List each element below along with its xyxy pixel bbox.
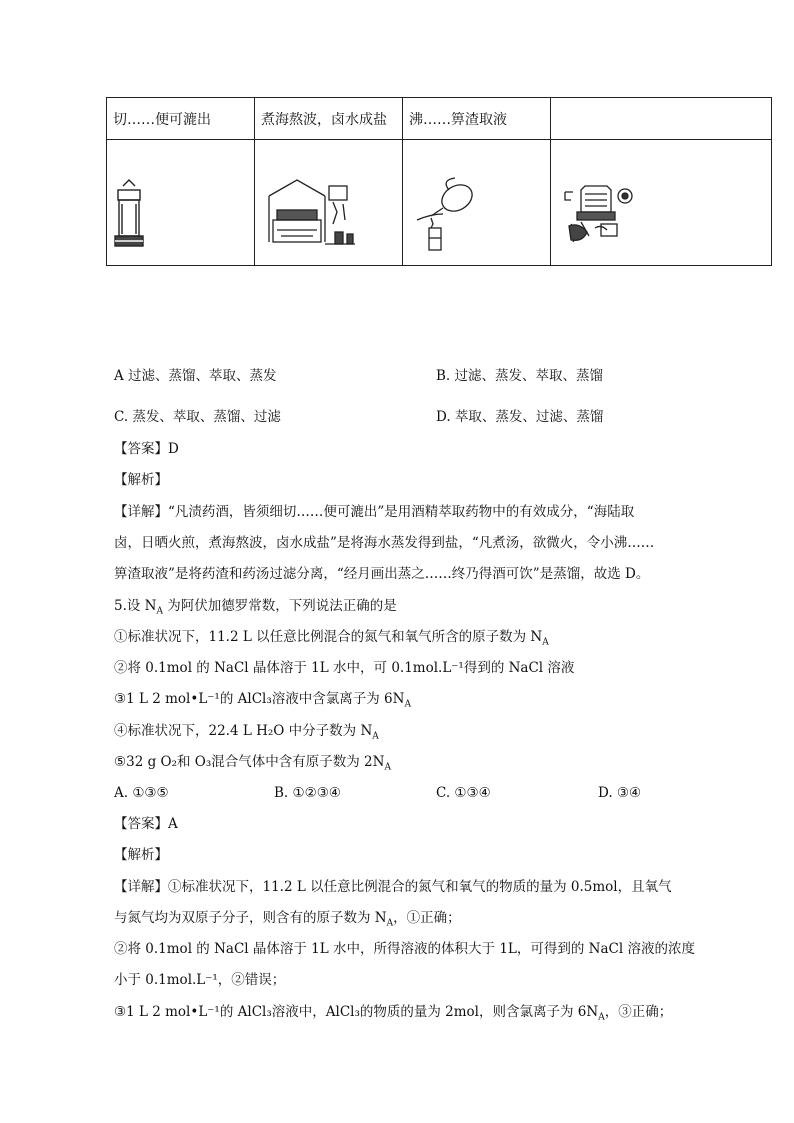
q5-statement-4: ④标准状况下，22.4 L H₂O 中分子数为 $N_A$ (114, 723, 379, 742)
pouring-filter-illustration (403, 140, 551, 265)
q5-detail-line: ②将 0.1mol 的 NaCl 晶体溶于 1L 水中，所得溶液的体积大于 1L，可得到的 NaCl 溶液的浓度 (114, 941, 695, 957)
q5-detail-line: ③1 L 2 mol•L⁻¹的 AlCl₃溶液中，AlCl₃的物质的量为 2mol，则含氯离子为 $6N_A$，③正确； (114, 1004, 673, 1023)
figure-table (106, 97, 772, 266)
table-image-cell (403, 140, 551, 266)
q5-option-a: A. ①③⑤ (114, 785, 169, 801)
q5-statement-2: ②将 0.1mol 的 NaCl 晶体溶于 1L 水中，可 0.1mol.L⁻¹得到的 NaCl 溶液 (114, 660, 575, 676)
table-header-cell: 沸……箅渣取液 (403, 98, 551, 140)
q4-detail-line: 卤，日晒火煎，煮海熬波，卤水成盐”是将海水蒸发得到盐，“凡煮汤，欲微火，令小沸…… (114, 535, 655, 551)
q5-option-c: C. ①③④ (436, 785, 491, 801)
q5-statement-1: ①标准状况下，11.2 L 以任意比例混合的氮气和氧气所含的原子数为 $N_A$ (114, 629, 549, 648)
q5-statement-3: ③1 L 2 mol•L⁻¹的 AlCl₃溶液中含氯离子为 $6N_A$ (114, 691, 411, 710)
q5-option-d: D. ③④ (598, 785, 642, 801)
table-image-cell (551, 140, 772, 266)
q4-detail-line: 【详解】“凡渍药酒，皆须细切……便可漉出”是用酒精萃取药物中的有效成分，“海陆取 (114, 504, 635, 520)
q5-answer: 【答案】A (114, 816, 178, 832)
q5-statement-5: ⑤32 g O₂和 O₃混合气体中含有原子数为 $2N_A$ (114, 754, 391, 773)
table-image-cell (255, 140, 403, 266)
q5-analysis-label: 【解析】 (114, 847, 168, 863)
q5-option-b: B. ①②③④ (274, 785, 341, 801)
q4-option-d: D. 萃取、蒸发、过滤、蒸馏 (436, 409, 604, 425)
q4-detail-line: 箅渣取液”是将药渣和药汤过滤分离，“经月画出蒸之……终乃得酒可饮”是蒸馏，故选 D。 (114, 566, 650, 582)
q5-detail-line: 【详解】①标准状况下，11.2 L 以任意比例混合的氮气和氧气的物质的量为 0.5mol，且氧气 (114, 879, 672, 895)
table-header-cell: 切……便可漉出 (107, 98, 255, 140)
table-header-cell: 煮海熬波，卤水成盐 (255, 98, 403, 140)
extraction-jar-illustration (107, 140, 255, 265)
q5-detail-line: 小于 0.1mol.L⁻¹，②错误； (114, 972, 286, 988)
salt-boiling-illustration (255, 140, 403, 265)
q5-stem: 5.设 $N_A$ 为阿伏加德罗常数，下列说法正确的是 (114, 598, 397, 617)
q4-option-b: B. 过滤、蒸发、萃取、蒸馏 (436, 368, 604, 384)
table-header-row (107, 98, 772, 140)
table-image-row (107, 140, 772, 266)
q4-answer: 【答案】D (114, 441, 179, 457)
q5-detail-line: 与氮气均为双原子分子，则含有的原子数为 $N_A$，①正确； (114, 910, 461, 929)
table-header-cell (551, 98, 772, 140)
q4-option-a: A 过滤、蒸馏、萃取、蒸发 (114, 368, 277, 384)
table-image-cell (107, 140, 255, 266)
q4-analysis-label: 【解析】 (114, 472, 168, 488)
distillation-illustration (551, 140, 772, 265)
q4-option-c: C. 蒸发、萃取、蒸馏、过滤 (114, 409, 281, 425)
